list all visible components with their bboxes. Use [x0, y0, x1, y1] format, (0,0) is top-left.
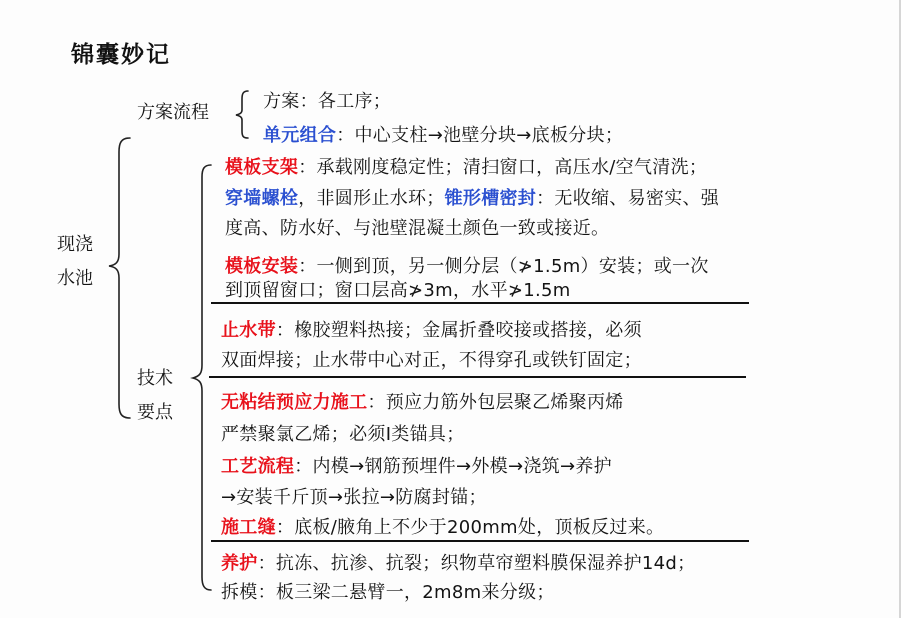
plan-flow-item-text: ：中心支柱→池壁分块→底板分块； — [336, 125, 624, 146]
line-text: 严禁聚氯乙烯；必须Ⅰ类锚具； — [221, 424, 465, 445]
line-text: 度高、防水好、与池壁混凝土颜色一致或接近。 — [225, 218, 610, 239]
tech-line — [225, 184, 719, 210]
plan-flow-item — [263, 87, 391, 113]
tech-line — [221, 420, 465, 446]
line-text: ：底板/腋角上不少于200mm处，顶板反过来。 — [275, 517, 665, 538]
outer-brace-icon — [104, 136, 134, 421]
tech-line — [221, 513, 664, 539]
tech-line — [221, 549, 695, 575]
tech-line — [225, 214, 609, 240]
line-text: ，非圆形止水环； — [298, 188, 445, 209]
line-text: ：无收缩、易密实、强 — [536, 188, 720, 209]
line-text: ：内模→钢筋预埋件→外模→浇筑→养护 — [294, 456, 612, 477]
section-divider — [211, 540, 749, 542]
tech-line — [221, 578, 555, 604]
section-divider — [209, 376, 746, 378]
page-title: 锦囊妙记 — [71, 42, 171, 68]
tech-line — [225, 276, 571, 302]
line-text: ：承载刚度稳定性；清扫窗口，高压水/空气清洗； — [298, 157, 708, 178]
plan-flow-item-text: 方案：各工序； — [263, 91, 392, 112]
plan-flow-brace-icon — [234, 90, 250, 140]
line-text: ：预应力筋外包层聚乙烯聚丙烯 — [367, 392, 624, 413]
tech-line — [221, 316, 642, 342]
line-text: ：一侧到顶，另一侧分层（≯1.5m）安装；或一次 — [298, 256, 709, 277]
keyword: 穿墙螺栓 — [225, 188, 299, 209]
line-text: 拆模：板三梁二悬臂一，2m8m来分级； — [221, 582, 555, 603]
keyword: 养护 — [221, 553, 258, 574]
line-text: ：抗冻、抗渗、抗裂；织物草帘塑料膜保湿养护14d； — [257, 553, 696, 574]
tech-line — [225, 153, 707, 179]
line-text: 到顶留窗口；窗口层高≯3m，水平≯1.5m — [225, 280, 571, 301]
keyword: 模板支架 — [225, 157, 299, 178]
keyword: 止水带 — [221, 320, 276, 341]
tech-line — [221, 388, 624, 414]
tech-points-label-line2: 要点 — [137, 402, 173, 423]
root-label-line1: 现浇 — [57, 234, 93, 255]
keyword: 工艺流程 — [221, 456, 295, 477]
tech-line — [221, 346, 642, 372]
root-label-line2: 水池 — [57, 268, 93, 289]
tech-line — [221, 452, 612, 478]
line-text: ：橡胶塑料热接；金属折叠咬接或搭接，必须 — [275, 320, 642, 341]
keyword: 锥形槽密封 — [444, 188, 537, 209]
keyword: 施工缝 — [221, 517, 276, 538]
section-divider — [211, 302, 749, 304]
keyword: 单元组合 — [263, 125, 337, 146]
tech-line — [225, 252, 709, 278]
keyword: 无粘结预应力施工 — [221, 392, 368, 413]
plan-flow-label: 方案流程 — [137, 102, 209, 123]
line-text: 双面焊接；止水带中心对正，不得穿孔或铁钉固定； — [221, 350, 642, 371]
tech-points-label-line1: 技术 — [137, 368, 173, 389]
plan-flow-item — [263, 121, 623, 147]
tech-points-brace-icon — [185, 163, 215, 593]
line-text: →安装千斤顶→张拉→防腐封锚； — [221, 487, 487, 508]
keyword: 模板安装 — [225, 256, 299, 277]
tech-line — [221, 483, 487, 509]
